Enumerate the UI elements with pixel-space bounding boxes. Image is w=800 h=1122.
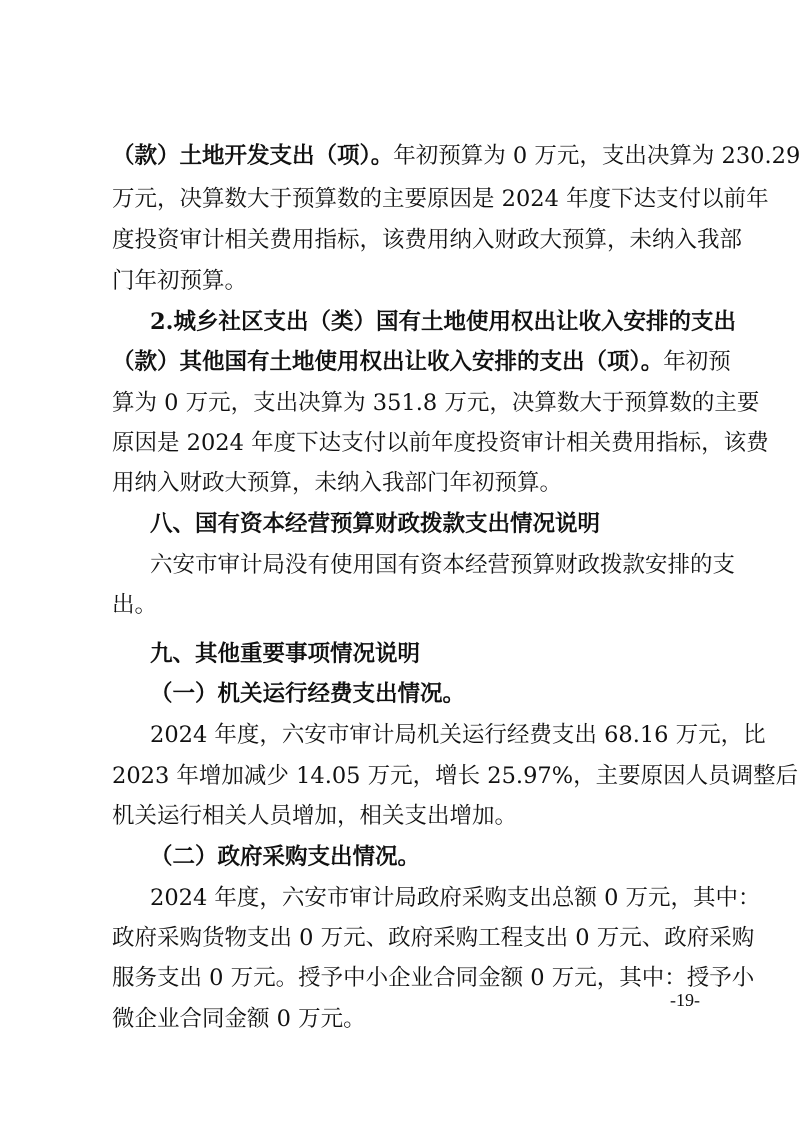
paragraph-line: 门年初预算。: [112, 268, 248, 294]
section-heading-8: 八、国有资本经营预算财政拨款支出情况说明: [150, 511, 601, 537]
paragraph-line: 2023 年增加减少 14.05 万元，增长 25.97%，主要原因人员调整后: [112, 763, 799, 789]
paragraph-line: 万元，决算数大于预算数的主要原因是 2024 年度下达支付以前年: [112, 186, 769, 212]
paragraph-line: 服务支出 0 万元。授予中小企业合同金额 0 万元，其中：授予小: [112, 965, 755, 991]
paragraph-line: 出。: [112, 592, 158, 618]
paragraph-line: [112, 140, 800, 172]
bold-lead: （款）土地开发支出（项）。: [112, 143, 394, 169]
section-heading-9: 九、其他重要事项情况说明: [150, 641, 421, 667]
paragraph-line: 机关运行相关人员增加，相关支出增加。: [112, 803, 518, 829]
paragraph-line: 六安市审计局没有使用国有资本经营预算财政拨款安排的支: [150, 552, 736, 578]
paragraph-line: 微企业合同金额 0 万元。: [112, 1006, 366, 1032]
paragraph-line: 用纳入财政大预算，未纳入我部门年初预算。: [112, 470, 563, 496]
paragraph-line: 度投资审计相关费用指标，该费用纳入财政大预算，未纳入我部: [112, 227, 743, 253]
text-run: 年初预: [663, 349, 731, 375]
text-run: 年初预算为 0 万元，支出决算为 230.29: [393, 143, 800, 169]
paragraph-line: 2.城乡社区支出（类）国有土地使用权出让收入安排的支出: [150, 309, 736, 335]
bold-lead: （款）其他国有土地使用权出让收入安排的支出（项）。: [112, 349, 664, 375]
paragraph-line: [112, 346, 731, 378]
subsection-heading-1: （一）机关运行经费支出情况。: [150, 681, 466, 707]
paragraph-line: 2024 年度，六安市审计局机关运行经费支出 68.16 万元，比: [150, 722, 766, 748]
paragraph-line: 2024 年度，六安市审计局政府采购支出总额 0 万元，其中：: [150, 885, 761, 911]
paragraph-line: 政府采购货物支出 0 万元、政府采购工程支出 0 万元、政府采购: [112, 925, 755, 951]
page-number: -19-: [670, 990, 700, 1010]
paragraph-line: 原因是 2024 年度下达支付以前年度投资审计相关费用指标，该费: [112, 430, 769, 456]
subsection-heading-2: （二）政府采购支出情况。: [150, 844, 421, 870]
paragraph-line: 算为 0 万元，支出决算为 351.8 万元，决算数大于预算数的主要: [112, 390, 760, 416]
